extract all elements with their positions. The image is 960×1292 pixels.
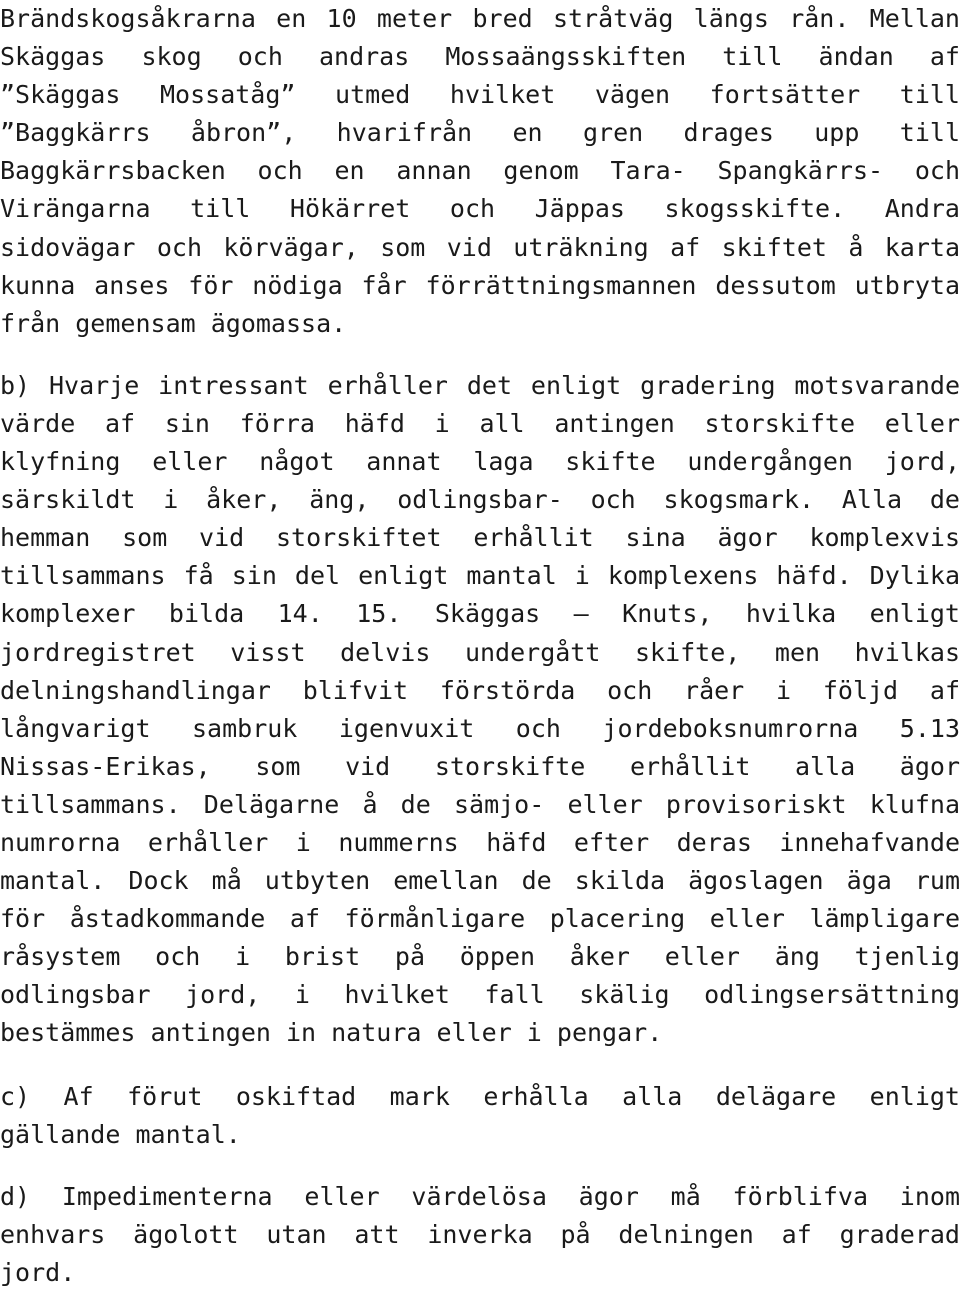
text-line: Skäggas skog och andras Mossaängsskiften till ändan af [0, 42, 960, 72]
paragraph-d [0, 1178, 960, 1292]
text-line: för åstadkommande af förmånligare placering eller lämpligare [0, 904, 960, 934]
text-line: kunna anses för nödiga får förrättningsmannen dessutom utbryta [0, 270, 960, 300]
text-line: värde af sin förra häfd i all antingen storskifte eller [0, 408, 960, 438]
text-line: råsystem och i brist på öppen åker eller äng tjenlig [0, 942, 960, 972]
text-line: ”Skäggas Mossatåg” utmed hvilket vägen fortsätter till [0, 80, 960, 110]
paragraph-spacer [0, 1154, 960, 1178]
text-line: Virängarna till Hökärret och Jäppas skogsskifte. Andra [0, 194, 960, 224]
text-line: b) Hvarje intressant erhåller det enligt gradering motsvarande [0, 370, 960, 400]
paragraph-b [0, 367, 960, 1053]
text-line: Baggkärrsbacken och en annan genom Tara- Spangkärrs- och [0, 156, 960, 186]
text-line: jord. [0, 1257, 76, 1287]
text-line: särskildt i åker, äng, odlingsbar- och skogsmark. Alla de [0, 485, 960, 515]
paragraph-spacer [0, 343, 960, 367]
text-line: d) Impedimenterna eller värdelösa ägor må förblifva inom [0, 1181, 960, 1211]
text-line: Nissas-Erikas, som vid storskifte erhållit alla ägor [0, 751, 960, 781]
text-line: klyfning eller något annat laga skifte undergången jord, [0, 447, 960, 477]
text-line: långvarigt sambruk igenvuxit och jordeboksnumrorna 5.13 [0, 713, 960, 743]
text-line: ”Baggkärrs åbron”, hvarifrån en gren drages upp till [0, 118, 960, 148]
text-line: sidovägar och körvägar, som vid uträkning af skiftet å karta [0, 232, 960, 262]
text-line: komplexer bilda 14. 15. Skäggas — Knuts, hvilka enligt [0, 599, 960, 629]
text-line: tillsammans. Delägarne å de sämjo- eller provisoriskt klufna [0, 789, 960, 819]
text-line: Brändskogsåkrarna en 10 meter bred stråtväg längs rån. Mellan [0, 4, 960, 33]
text-line: odlingsbar jord, i hvilket fall skälig odlingsersättning [0, 980, 960, 1010]
text-line: jordregistret visst delvis undergått skifte, men hvilkas [0, 637, 960, 667]
text-line: c) Af förut oskiftad mark erhålla alla delägare enligt [0, 1081, 960, 1111]
text-line: bestämmes antingen in natura eller i pengar. [0, 1018, 663, 1048]
text-line: tillsammans få sin del enligt mantal i komplexens häfd. Dylika [0, 561, 960, 591]
text-line: delningshandlingar blifvit förstörda och råer i följd af [0, 675, 960, 705]
text-line: hemman som vid storskiftet erhållit sina ägor komplexvis [0, 523, 960, 553]
text-line: från gemensam ägomassa. [0, 308, 347, 338]
paragraph-c [0, 1078, 960, 1154]
paragraph-spacer [0, 1053, 960, 1078]
text-line: enhvars ägolott utan att inverka på delningen af graderad [0, 1219, 960, 1249]
text-line: numrorna erhåller i nummerns häfd efter deras innehafvande [0, 827, 960, 857]
text-line: mantal. Dock må utbyten emellan de skilda ägoslagen äga rum [0, 866, 960, 896]
text-line: gällande mantal. [0, 1119, 241, 1149]
paragraph-roads [0, 0, 960, 343]
